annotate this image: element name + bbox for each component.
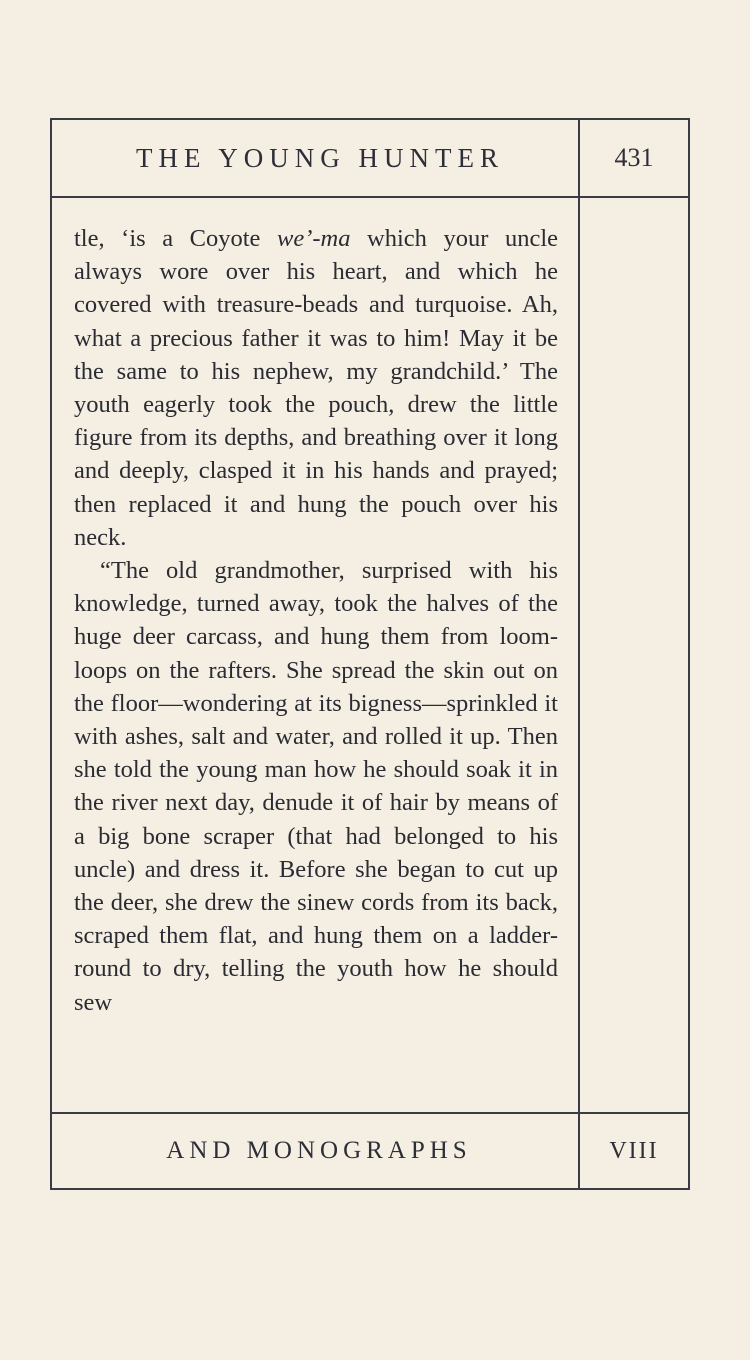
running-head-title: THE YOUNG HUNTER (136, 142, 504, 173)
page-footer (52, 1112, 688, 1188)
page-number: 431 (578, 120, 688, 196)
paragraph-1-italic-term: we’-ma (277, 225, 351, 252)
page-header (52, 120, 688, 198)
body-margin-column (578, 198, 688, 1112)
page-body (52, 198, 688, 1112)
paragraph-2: “The old grandmother, surprised with his knowledge, turned away, took the halves of the huge deer carcass, and hung them from loom-loops on the rafters. She spread the skin out on the floor—wondering at its bigness—sprinkled it with ashes, salt and water, and rolled it up. Then she told the young man how he should soak it in the river next day, denude it of hair by means of a big bone scraper (that had belonged to his uncle) and dress it. Before she began to cut up the deer, she drew the sinew cords from its back, scraped them flat, and hung them on a ladder-round to dry, telling the youth how he should sew (74, 557, 558, 1016)
page-frame (50, 118, 690, 1190)
footer-volume-number: VIII (578, 1114, 688, 1188)
paragraph-1 (74, 222, 558, 554)
paragraph-1-text-a: tle, ‘is a Coyote (74, 225, 277, 252)
footer-series-title: AND MONOGRAPHS (166, 1137, 472, 1164)
body-text-column (52, 198, 578, 1112)
paragraph-1-text-b: which your uncle always wore over his heart, and which he covered with treasure-beads and turquoise. Ah, what a precious father it was to him! May it be the same to his nephew, my grandchild.’ The youth eagerly took the pouch, drew the little figure from its depths, and breathing over it long and deeply, clasped it in his hands and prayed; then replaced it and hung the pouch over his neck. (74, 225, 558, 551)
